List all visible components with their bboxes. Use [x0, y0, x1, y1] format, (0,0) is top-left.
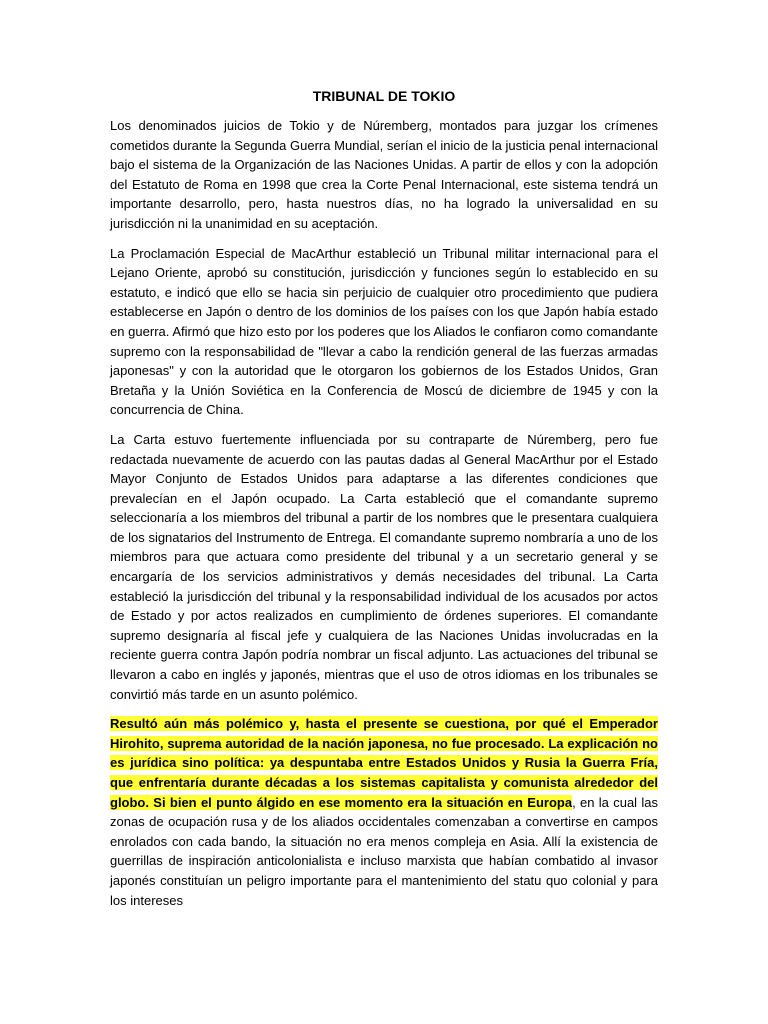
- paragraph-2: La Proclamación Especial de MacArthur estableció un Tribunal militar internacional para el Lejano Oriente, aprobó su constitución, jurisdicción y funciones según lo establecido en su estatuto, e indicó que ello se hacia sin perjuicio de cualquier otro procedimiento que pudiera establecerse en Japón o dentro de los dominios de los países con los que Japón había estado en guerra. Afirmó que hizo esto por los poderes que los Aliados le confiaron como comandante supremo con la responsabilidad de "llevar a cabo la rendición general de las fuerzas armadas japonesas" y con la autoridad que le otorgaron los gobiernos de los Estados Unidos, Gran Bretaña y la Unión Soviética en la Conferencia de Moscú de diciembre de 1945 y con la concurrencia de China.: [110, 245, 658, 418]
- document-title: TRIBUNAL DE TOKIO: [312, 88, 456, 104]
- highlighted-text: Resultó aún más polémico y, hasta el presente se cuestiona, por qué el Emperador Hirohito, suprema autoridad de la nación japonesa, no fue procesado. La explicación no es jurídica sino política: ya despuntaba entre Estados Unidos y Rusia la Guerra Fría, que enfrentaría durante décadas a los sistemas capitalista y comunista alrededor del globo. Si bien el punto álgido en ese momento era la situación en Europa: [110, 716, 658, 810]
- paragraph-4: [110, 714, 658, 910]
- paragraph-3: La Carta estuvo fuertemente influenciada por su contraparte de Núremberg, pero fue redactada nuevamente de acuerdo con las pautas dadas al General MacArthur por el Estado Mayor Conjunto de Estados Unidos para adaptarse a las diferentes condiciones que prevalecían en el Japón ocupado. La Carta estableció que el comandante supremo seleccionaría a los miembros del tribunal a partir de los nombres que le presentara cualquiera de los signatarios del Instrumento de Entrega. El comandante supremo nombraría a uno de los miembros para que actuara como presidente del tribunal y a un secretario general y se encargaría de los servicios administrativos y demás necesidades del tribunal. La Carta estableció la jurisdicción del tribunal y la responsabilidad individual de los acusados por actos de Estado y por actos realizados en cumplimiento de órdenes superiores. El comandante supremo designaría al fiscal jefe y cualquiera de las Naciones Unidas involucradas en la reciente guerra contra Japón podría nombrar un fiscal adjunto. Las actuaciones del tribunal se llevaron a cabo en inglés y japonés, mientras que el uso de otros idiomas en los tribunales se convirtió más tarde en un asunto polémico.: [110, 431, 658, 702]
- paragraph-1: Los denominados juicios de Tokio y de Núremberg, montados para juzgar los crímenes cometidos durante la Segunda Guerra Mundial, serían el inicio de la justicia penal internacional bajo el sistema de la Organización de las Naciones Unidas. A partir de ellos y con la adopción del Estatuto de Roma en 1998 que crea la Corte Penal Internacional, este sistema tendrá un importante desarrollo, pero, hasta nuestros días, no ha logrado la universalidad en su jurisdicción ni la unanimidad en su aceptación.: [110, 118, 658, 231]
- paragraph-4-continuation: , en la cual las zonas de ocupación rusa y de los aliados occidentales comenzaban a convertirse en campos enrolados con cada bando, la situación no era menos compleja en Asia. Allí la existencia de guerrillas de inspiración anticolonialista e incluso marxista que habían combatido al invasor japonés constituían un peligro importante para el mantenimiento del statu quo colonial y para los intereses: [110, 794, 659, 908]
